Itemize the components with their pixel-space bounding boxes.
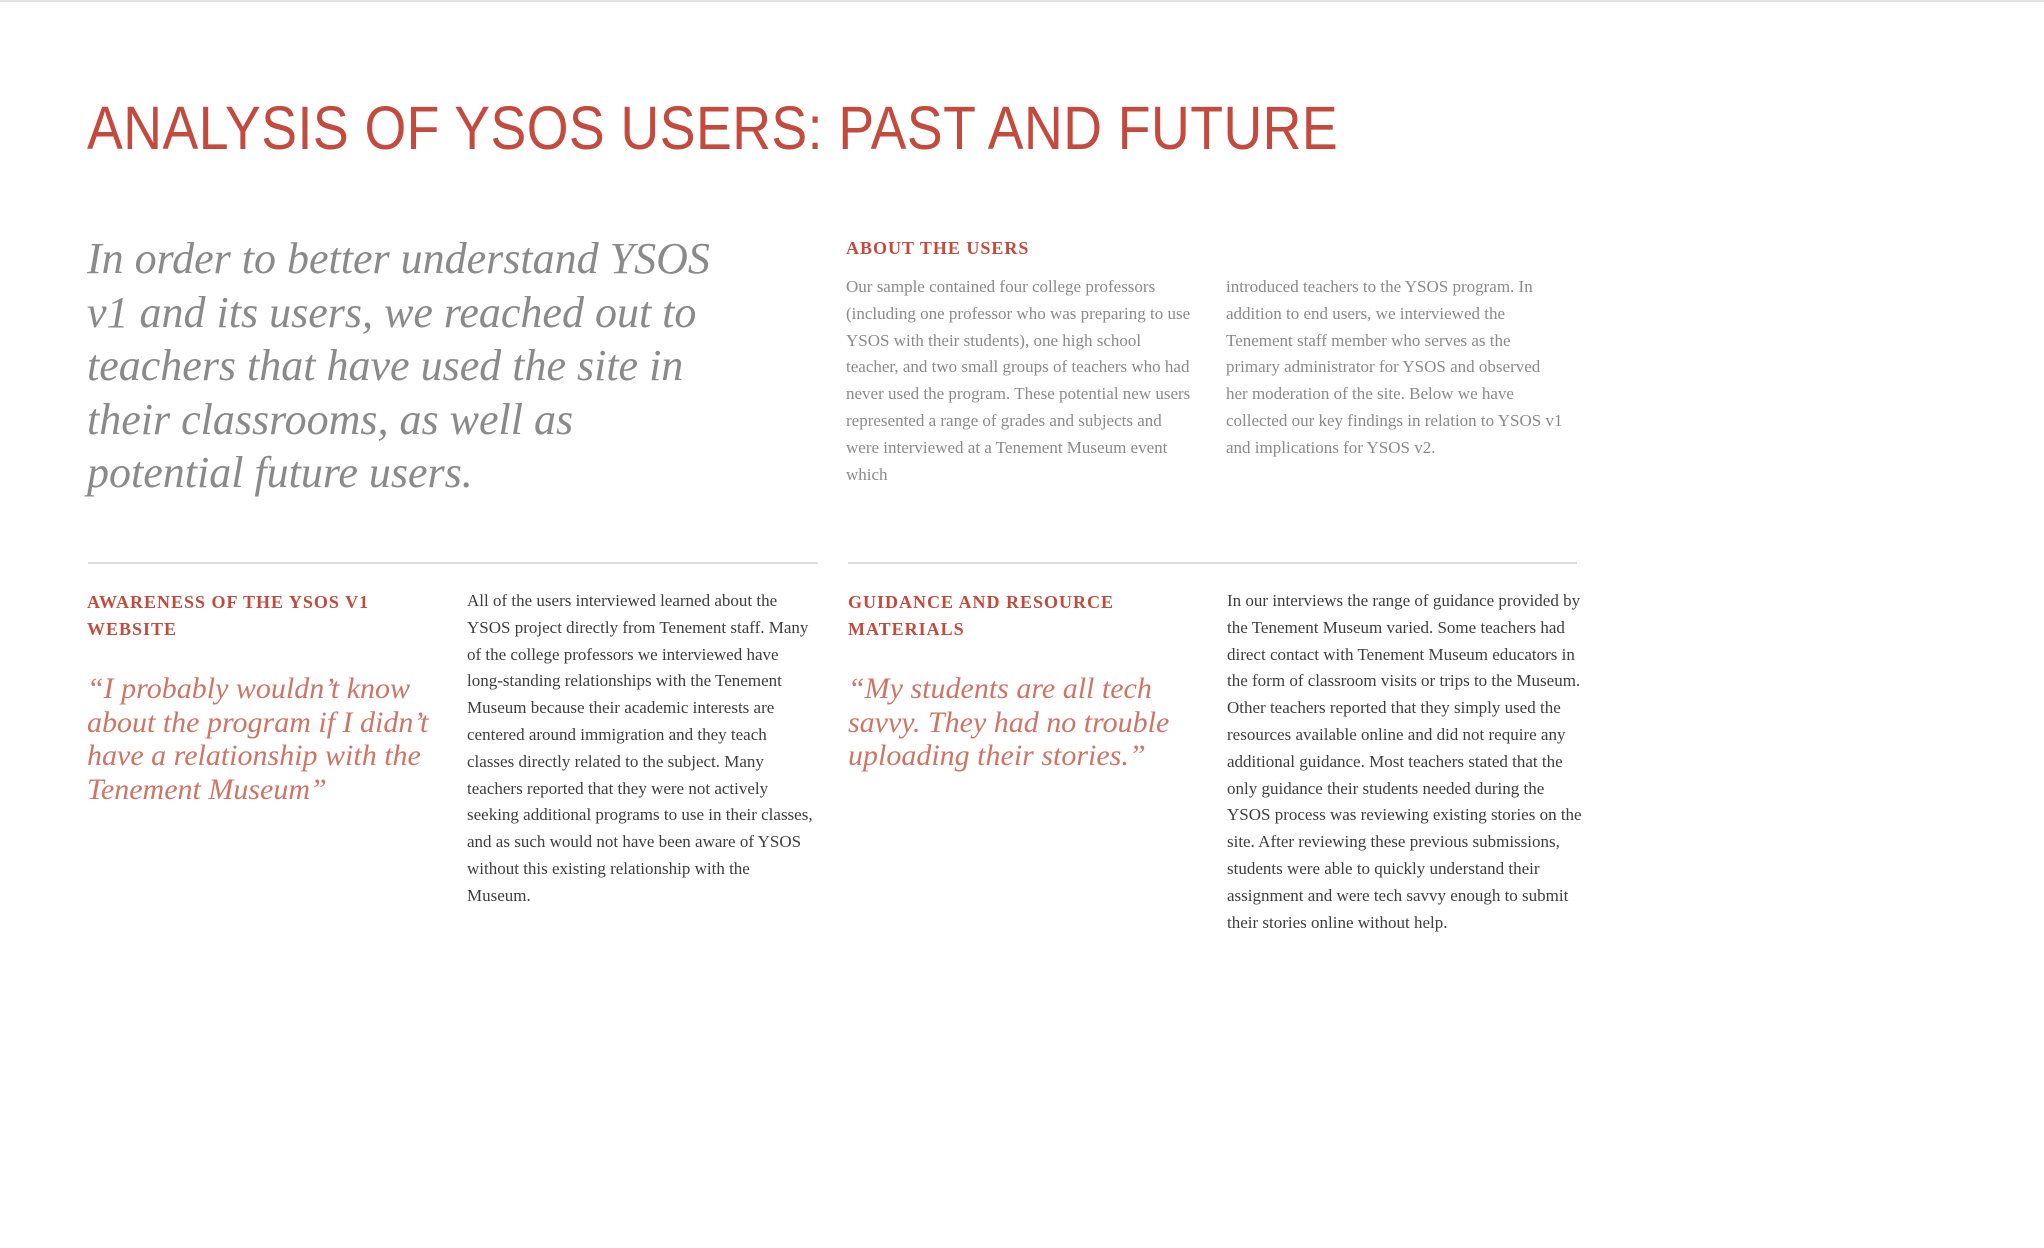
awareness-heading: AWARENESS OF THE YSOS V1 WEBSITE	[87, 592, 370, 639]
awareness-body: All of the users interviewed learned about the YSOS project directly from Tenement staff. Many of the college professors we interviewed have long-standing relationships with the Tenement Museum because their academic interests are centered around immigration and they teach classes directly related to the subject. Many teachers reported that they were not actively seeking additional programs to use in their classes, and as such would not have been aware of YSOS without this existing relationship with the Museum.	[467, 591, 813, 905]
page-title: ANALYSIS OF YSOS USERS: PAST AND FUTURE	[87, 94, 1339, 162]
awareness-pull-quote: “I probably wouldn’t know about the program if I didn’t have a relationship with the Tenement Museum”	[87, 672, 429, 806]
about-users-column-2: introduced teachers to the YSOS program. In addition to end users, we interviewed the Tenement staff member who serves as the primary administrator for YSOS and observed her moderation of the site. Below we have collected our key findings in relation to YSOS v1 and implications for YSOS v2.	[1226, 277, 1563, 457]
about-users-heading: ABOUT THE USERS	[846, 238, 1030, 258]
guidance-heading: GUIDANCE AND RESOURCE MATERIALS	[848, 592, 1115, 639]
about-users-column-1: Our sample contained four college professors (including one professor who was preparing to use YSOS with their students), one high school teacher, and two small groups of teachers who had never used the program. These potential new users represented a range of grades and subjects and were interviewed at a Tenement Museum event which	[846, 277, 1191, 484]
guidance-pull-quote: “My students are all tech savvy. They had no trouble uploading their stories.”	[848, 672, 1170, 772]
intro-statement: In order to better understand YSOS v1 and its users, we reached out to teachers that have used the site in their classrooms, as well as potential future users.	[87, 234, 710, 497]
section-divider-left	[88, 562, 818, 564]
guidance-body: In our interviews the range of guidance provided by the Tenement Museum varied. Some teachers had direct contact with Tenement Museum educators in the form of classroom visits or trips to the Museum. Other teachers reported that they simply used the resources available online and did not require any additional guidance. Most teachers stated that the only guidance their students needed during the YSOS process was reviewing existing stories on the site. After reviewing these previous submissions, students were able to quickly understand their assignment and were tech savvy enough to submit their stories online without help.	[1227, 591, 1582, 932]
section-divider-right	[848, 562, 1577, 564]
top-border	[0, 0, 2044, 2]
